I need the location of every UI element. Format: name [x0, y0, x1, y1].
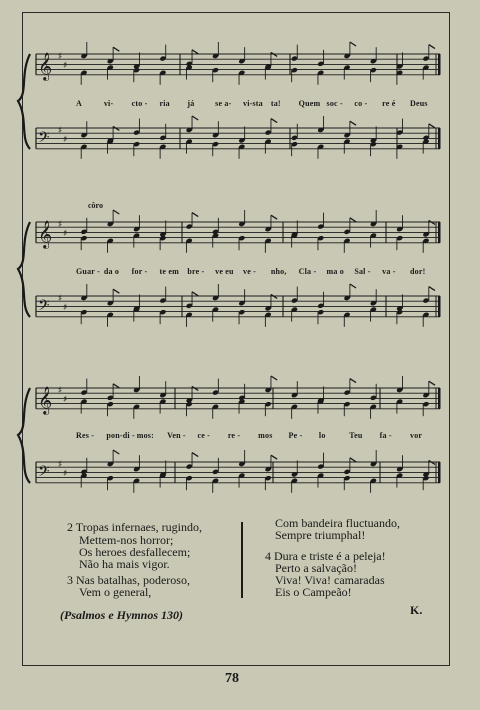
lyric-syllable: mos — [258, 431, 273, 440]
verse-line: 4 Dura e triste é a peleja! — [265, 549, 386, 563]
svg-text:𝄢: 𝄢 — [38, 462, 50, 484]
svg-text:♯: ♯ — [63, 61, 68, 71]
verse-line: Viva! Viva! camaradas — [275, 573, 385, 587]
author-initial: K. — [410, 603, 423, 617]
svg-text:♯: ♯ — [63, 395, 68, 405]
svg-text:♯: ♯ — [58, 52, 63, 62]
lyric-syllable: da o — [103, 267, 120, 276]
svg-text:♯: ♯ — [58, 220, 63, 230]
svg-text:♯: ♯ — [63, 303, 68, 313]
svg-text:♯: ♯ — [58, 386, 63, 396]
lyric-syllable: A — [76, 99, 82, 108]
lyric-syllable: va - — [382, 267, 396, 276]
lyric-syllable: Guar - — [76, 267, 100, 276]
lyric-syllable: co - — [354, 99, 368, 108]
lyric-syllable: vor — [410, 431, 423, 440]
verse-line: 2 Tropas infernaes, rugindo, — [67, 520, 202, 534]
lyric-syllable: Teu — [349, 431, 363, 440]
svg-text:𝄢: 𝄢 — [38, 296, 50, 318]
svg-text:♯: ♯ — [58, 126, 63, 136]
verse-line: Os heroes desfallecem; — [79, 545, 191, 559]
svg-text:♯: ♯ — [63, 229, 68, 239]
verse-line: 3 Nas batalhas, poderoso, — [67, 573, 190, 587]
lyric-syllable: pon-di - — [106, 431, 135, 440]
verse-line: Vem o general, — [79, 585, 152, 599]
lyric-syllable: Res - — [76, 431, 95, 440]
lyric-syllable: já — [187, 99, 195, 108]
lyric-syllable: te em — [159, 267, 179, 276]
verse-line: Mettem-nos horror; — [79, 533, 174, 547]
lyric-syllable: ta! — [270, 99, 281, 108]
lyric-syllable: ria — [159, 99, 170, 108]
svg-text:♯: ♯ — [63, 135, 68, 145]
lyric-syllable: re é — [382, 99, 396, 108]
verse-line: Perto a salvação! — [275, 561, 357, 575]
page-number: 78 — [225, 671, 239, 686]
lyric-syllable: Pe - — [288, 431, 303, 440]
source-reference: (Psalmos e Hymnos 130) — [60, 608, 183, 622]
svg-text:𝄞: 𝄞 — [38, 219, 53, 248]
lyric-syllable: Quem — [298, 99, 321, 108]
lyric-syllable: for - — [131, 267, 148, 276]
verse-line: Eis o Campeão! — [275, 585, 352, 599]
svg-text:𝄢: 𝄢 — [38, 128, 50, 150]
lyric-syllable: re - — [227, 431, 241, 440]
lyric-syllable: Ven - — [167, 431, 186, 440]
lyric-syllable: mos: — [136, 431, 154, 440]
svg-text:♯: ♯ — [58, 460, 63, 470]
lyric-syllable: ve eu — [215, 267, 234, 276]
lyric-syllable: Sal - — [354, 267, 371, 276]
verse-line: Sempre triumphal! — [275, 528, 366, 542]
lyric-syllable: vi- — [103, 99, 114, 108]
lyric-syllable: ce - — [197, 431, 211, 440]
verse-line: Com bandeira fluctuando, — [275, 516, 400, 530]
lyric-syllable: ve - — [243, 267, 257, 276]
svg-text:♯: ♯ — [58, 294, 63, 304]
lyric-syllable: se a- — [215, 99, 232, 108]
lyric-syllable: dor! — [410, 267, 426, 276]
lyric-syllable: Deus — [410, 99, 428, 108]
lyric-syllable: cto - — [131, 99, 148, 108]
lyric-syllable: bre - — [187, 267, 205, 276]
lyric-syllable: vi-sta — [243, 99, 263, 108]
column-divider — [241, 522, 243, 598]
lyric-syllable: fa - — [379, 431, 392, 440]
lyric-syllable: soc - — [326, 99, 343, 108]
chorus-label: côro — [88, 201, 103, 210]
lyric-syllable: Cla - — [298, 267, 317, 276]
svg-text:𝄞: 𝄞 — [38, 51, 53, 80]
svg-text:𝄞: 𝄞 — [38, 385, 53, 414]
verse-line: Não ha mais vigor. — [79, 557, 170, 571]
svg-text:♯: ♯ — [63, 469, 68, 479]
lyric-syllable: nho, — [270, 267, 287, 276]
lyric-syllable: lo — [318, 431, 326, 440]
lyric-syllable: ma o — [326, 267, 344, 276]
